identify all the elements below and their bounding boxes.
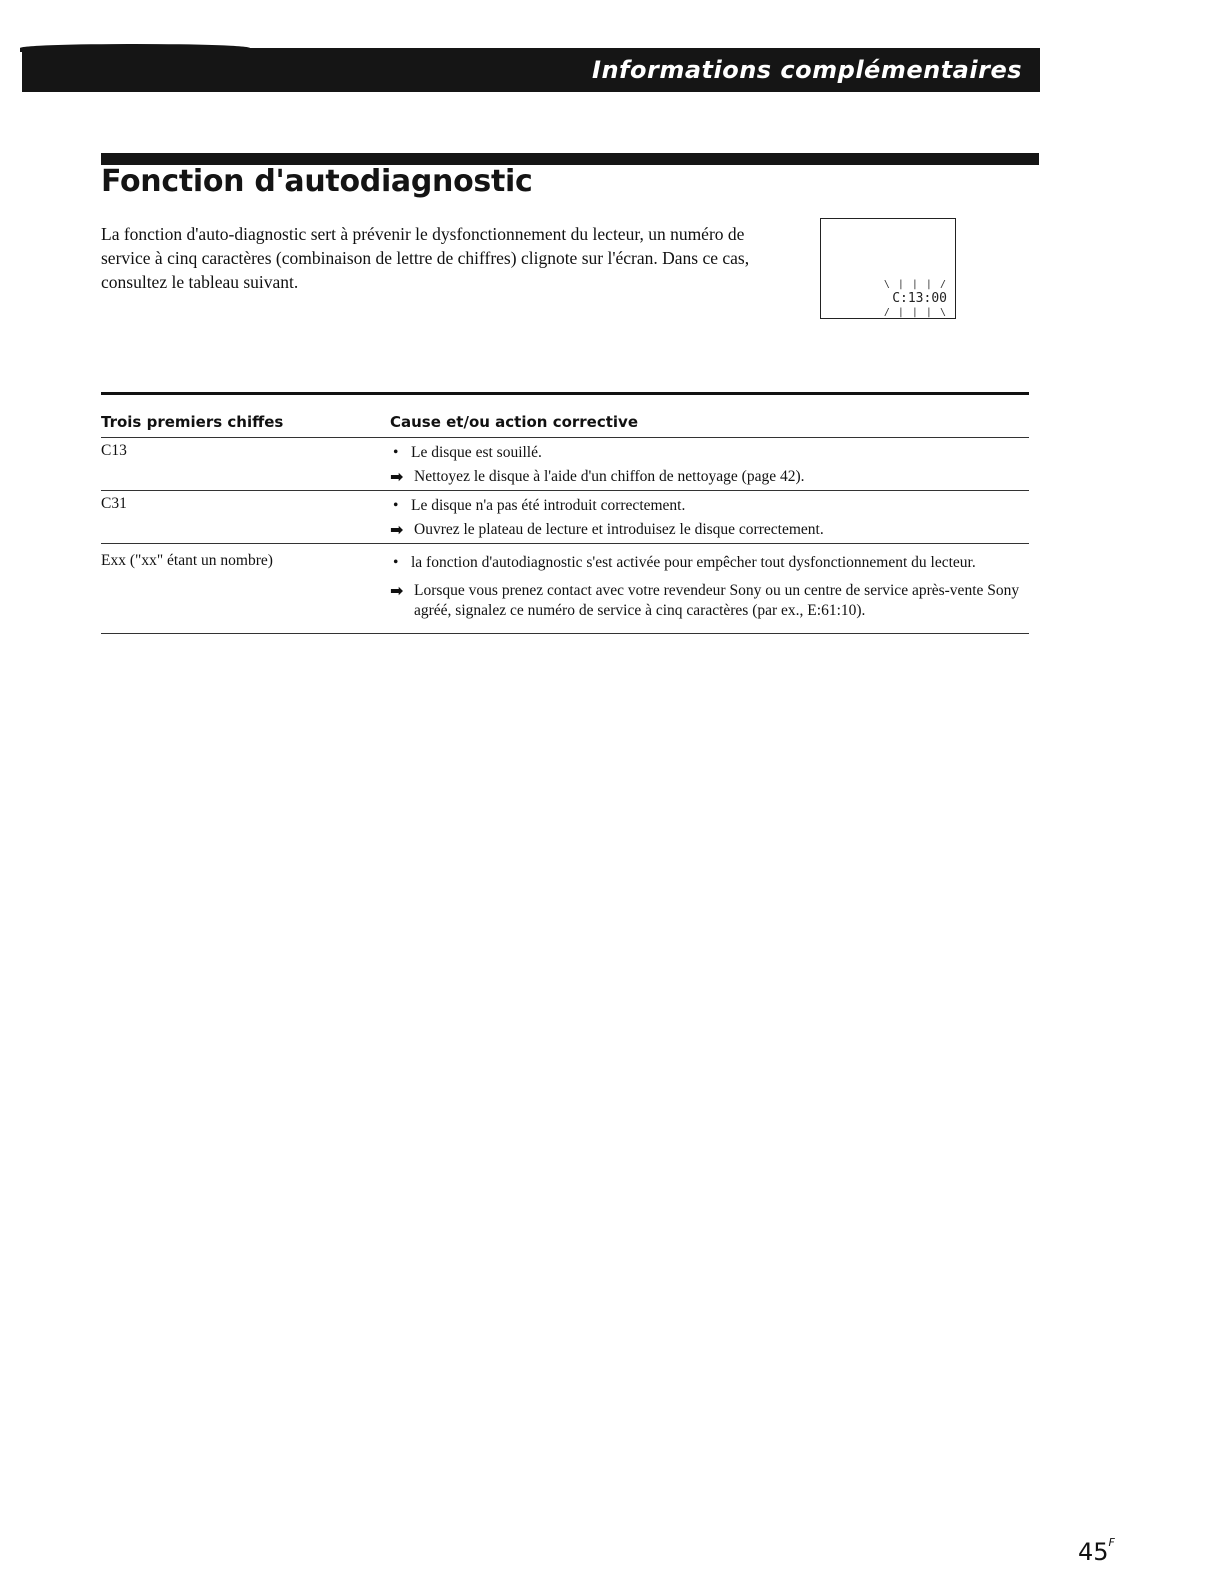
page-number [1078, 1538, 1115, 1566]
action-text: Lorsque vous prenez contact avec votre revendeur Sony ou un centre de service après-vente Sony agréé, signalez ce numéro de service à cinq caractères (par ex., E:61:10). [414, 582, 1020, 619]
blink-rays-top-icon: \ | | | / [883, 279, 947, 290]
section-title: Informations complémentaires [592, 56, 1022, 84]
action-item [390, 467, 1029, 487]
right-arrow-icon: ➡ [390, 581, 404, 600]
right-arrow-icon: ➡ [390, 467, 404, 486]
cause-item [390, 553, 1029, 573]
action-item [390, 520, 1029, 540]
action-text: Ouvrez le plateau de lecture et introduisez le disque correctement. [414, 521, 824, 538]
table-row [101, 491, 1029, 544]
blink-rays-bottom-icon: / | | | \ [883, 307, 947, 318]
page-title: Fonction d'autodiagnostic [101, 164, 533, 199]
row-content [390, 442, 1029, 484]
row-content [390, 495, 1029, 537]
display-readout: C:13:00 [892, 291, 947, 306]
page-number-suffix: F [1108, 1536, 1115, 1549]
cause-item [390, 496, 1029, 516]
table-row [101, 544, 1029, 634]
diagnostic-table [101, 392, 1029, 634]
row-code: C13 [101, 442, 127, 459]
table-row [101, 438, 1029, 491]
cause-text: Le disque est souillé. [411, 444, 542, 461]
bullet-dot-icon: • [393, 554, 399, 571]
table-header-row [101, 395, 1029, 438]
bullet-dot-icon: • [393, 497, 399, 514]
column-header-cause: Cause et/ou action corrective [390, 413, 639, 431]
bullet-dot-icon: • [393, 444, 399, 461]
column-header-code: Trois premiers chiffes [101, 413, 284, 431]
action-text: Nettoyez le disque à l'aide d'un chiffon de nettoyage (page 42). [414, 468, 805, 485]
cause-text: la fonction d'autodiagnostic s'est activée pour empêcher tout dysfonctionnement du lecteur. [411, 554, 976, 571]
cause-text: Le disque n'a pas été introduit correctement. [411, 497, 686, 514]
display-illustration [820, 218, 956, 319]
row-code: Exx ("xx" étant un nombre) [101, 552, 273, 569]
intro-paragraph: La fonction d'auto-diagnostic sert à prévenir le dysfonctionnement du lecteur, un numéro de service à cinq caractères (combinaison de lettre de chiffres) clignote sur l'écran. Dans ce cas, consultez le tableau suivant. [101, 224, 750, 292]
cause-item [390, 443, 1029, 463]
row-code: C31 [101, 495, 127, 512]
right-arrow-icon: ➡ [390, 520, 404, 539]
page-number-value: 45 [1078, 1538, 1109, 1566]
section-header-band [22, 48, 1040, 92]
action-item [390, 581, 1029, 621]
row-content [390, 552, 1029, 621]
